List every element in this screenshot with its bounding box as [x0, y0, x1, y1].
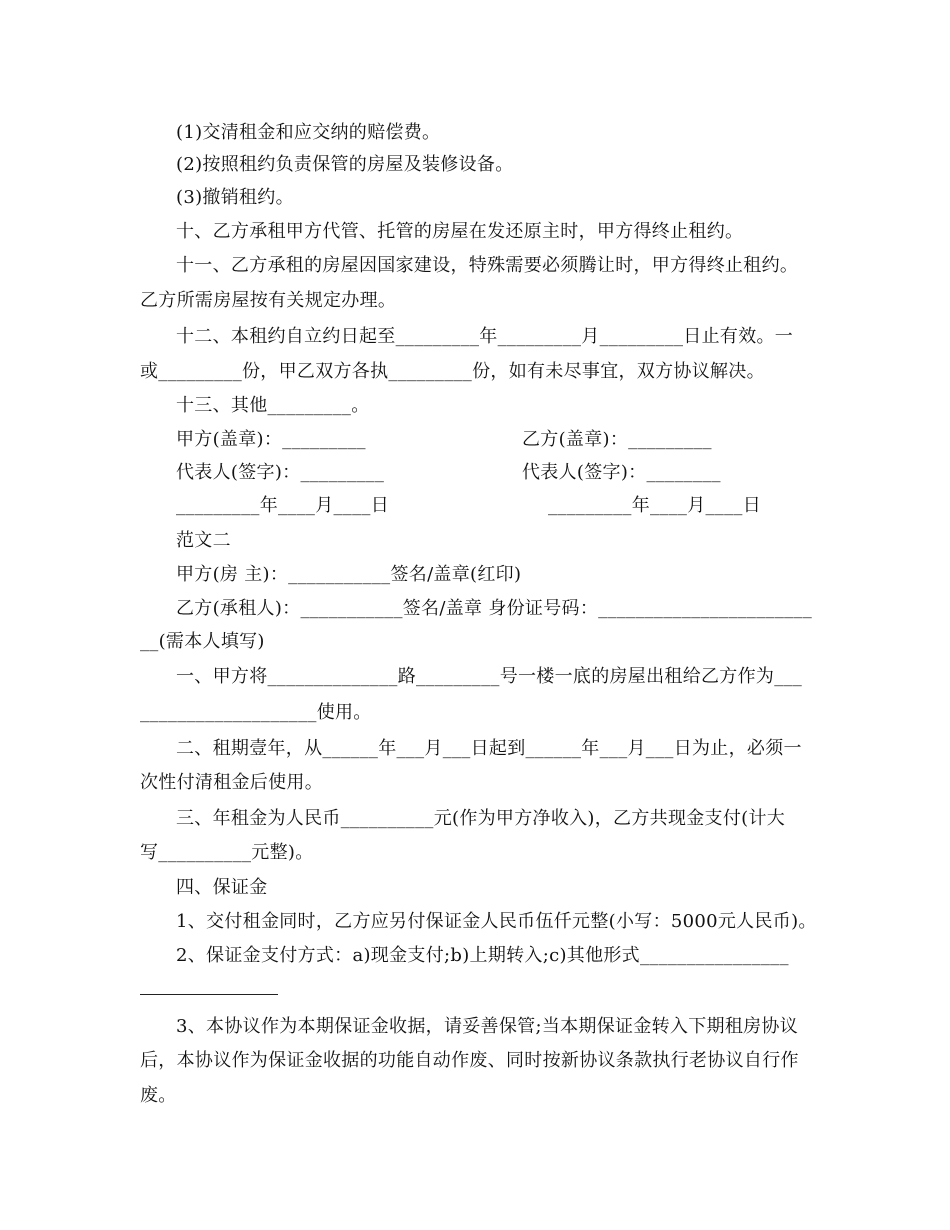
section-2-line-1: 二、租期壹年，从______年___月___日起到______年___月___日为止，必须一 [176, 738, 802, 759]
deposit-item-1: 1、交付租金同时，乙方应另付保证金人民币伍仟元整(小写：5000元人民币)。 [176, 911, 817, 932]
party-b-representative: 代表人(签字)：________ [522, 462, 721, 483]
clause-13: 十三、其他_________。 [176, 395, 370, 416]
clause-9-item-2: (2)按照租约负责保管的房屋及装修设备。 [176, 154, 514, 175]
sample-2-heading: 范文二 [176, 530, 231, 551]
section-2-line-2: 次性付清租金后使用。 [140, 772, 323, 793]
deposit-item-3-line-1: 3、本协议作为本期保证金收据，请妥善保管;当本期保证金转入下期租房协议 [176, 1016, 799, 1037]
clause-12-line-1: 十二、本租约自立约日起至_________年_________月_________日止有效。一 [176, 326, 794, 347]
tenant-line-cont: __(需本人填写) [140, 631, 265, 652]
deposit-item-2: 2、保证金支付方式：a)现金支付;b)上期转入;c)其他形式________________ [176, 945, 789, 966]
clause-11-line-1: 十一、乙方承租的房屋因国家建设，特殊需要必须腾让时，甲方得终止租约。 [176, 255, 799, 276]
clause-9-item-3: (3)撤销租约。 [176, 187, 294, 208]
section-1-line-1: 一、甲方将______________路_________号一楼一底的房屋出租给乙方作为___ [176, 666, 803, 687]
party-a-date: _________年____月____日 [176, 495, 389, 516]
section-1-line-2: ___________________使用。 [140, 702, 372, 723]
clause-11-line-2: 乙方所需房屋按有关规定办理。 [140, 290, 397, 311]
landlord-line: 甲方(房 主)：___________签名/盖章(红印) [176, 564, 522, 585]
deposit-item-3-line-3: 废。 [140, 1085, 177, 1106]
clause-12-line-2: 或_________份，甲乙双方各执_________份，如有未尽事宜，双方协议解决。 [140, 361, 765, 382]
clause-9-item-1: (1)交清租金和应交纳的赔偿费。 [176, 122, 441, 143]
section-3-line-1: 三、年租金为人民币__________元(作为甲方净收入)，乙方共现金支付(计大 [176, 808, 786, 829]
tenant-line: 乙方(承租人)：___________签名/盖章 身份证号码：_______________________ [176, 598, 813, 619]
blank-line [140, 994, 278, 995]
section-3-line-2: 写__________元整)。 [140, 842, 314, 863]
section-4-heading: 四、保证金 [176, 877, 268, 898]
deposit-item-3-line-2: 后，本协议作为保证金收据的功能自动作废、同时按新协议条款执行老协议自行作 [140, 1050, 799, 1071]
clause-10: 十、乙方承租甲方代管、托管的房屋在发还原主时，甲方得终止租约。 [176, 221, 744, 242]
party-b-date: _________年____月____日 [548, 495, 761, 516]
party-b-seal: 乙方(盖章)：_________ [522, 429, 712, 450]
party-a-seal: 甲方(盖章)：_________ [176, 429, 366, 450]
party-a-representative: 代表人(签字)：_________ [176, 462, 385, 483]
